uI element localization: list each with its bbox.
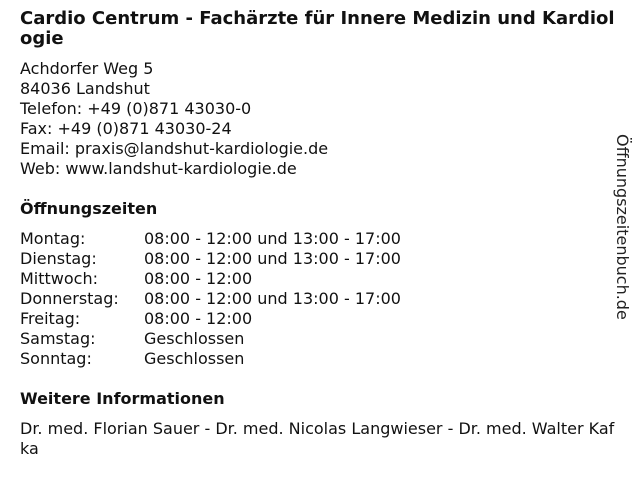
- practice-name: Cardio Centrum - Fachärzte für Innere Medizin und Kardiologie: [20, 8, 615, 49]
- site-brand-vertical: Öffnungszeitenbuch.de: [613, 134, 632, 320]
- hours-row-thursday: [20, 289, 620, 309]
- hours-row-saturday: [20, 329, 620, 349]
- hours-time: Geschlossen: [144, 329, 245, 348]
- opening-hours-heading: Öffnungszeiten: [20, 199, 158, 218]
- hours-day: Mittwoch:: [20, 269, 98, 288]
- website-address: Web: www.landshut-kardiologie.de: [20, 159, 297, 178]
- hours-day: Sonntag:: [20, 349, 92, 368]
- phone-number: Telefon: +49 (0)871 43030-0: [20, 99, 252, 118]
- hours-day: Freitag:: [20, 309, 81, 328]
- hours-time: 08:00 - 12:00: [144, 309, 253, 328]
- hours-day: Montag:: [20, 229, 86, 248]
- hours-day: Donnerstag:: [20, 289, 119, 308]
- practice-listing: [20, 9, 620, 459]
- address-city: 84036 Landshut: [20, 79, 150, 98]
- address-street: Achdorfer Weg 5: [20, 59, 154, 78]
- doctors-list: Dr. med. Florian Sauer - Dr. med. Nicolas Langwieser - Dr. med. Walter Kafka: [20, 419, 615, 458]
- hours-time: 08:00 - 12:00 und 13:00 - 17:00: [144, 229, 401, 248]
- hours-row-friday: [20, 309, 620, 329]
- hours-time: 08:00 - 12:00 und 13:00 - 17:00: [144, 289, 401, 308]
- hours-time: 08:00 - 12:00: [144, 269, 253, 288]
- hours-day: Dienstag:: [20, 249, 97, 268]
- hours-row-monday: [20, 229, 620, 249]
- hours-day: Samstag:: [20, 329, 96, 348]
- hours-time: Geschlossen: [144, 349, 245, 368]
- hours-row-tuesday: [20, 249, 620, 269]
- hours-row-sunday: [20, 349, 620, 369]
- more-info-heading: Weitere Informationen: [20, 389, 225, 408]
- fax-number: Fax: +49 (0)871 43030-24: [20, 119, 232, 138]
- opening-hours-table: [20, 229, 620, 369]
- email-address: Email: praxis@landshut-kardiologie.de: [20, 139, 329, 158]
- contact-block: [20, 59, 620, 179]
- hours-time: 08:00 - 12:00 und 13:00 - 17:00: [144, 249, 401, 268]
- hours-row-wednesday: [20, 269, 620, 289]
